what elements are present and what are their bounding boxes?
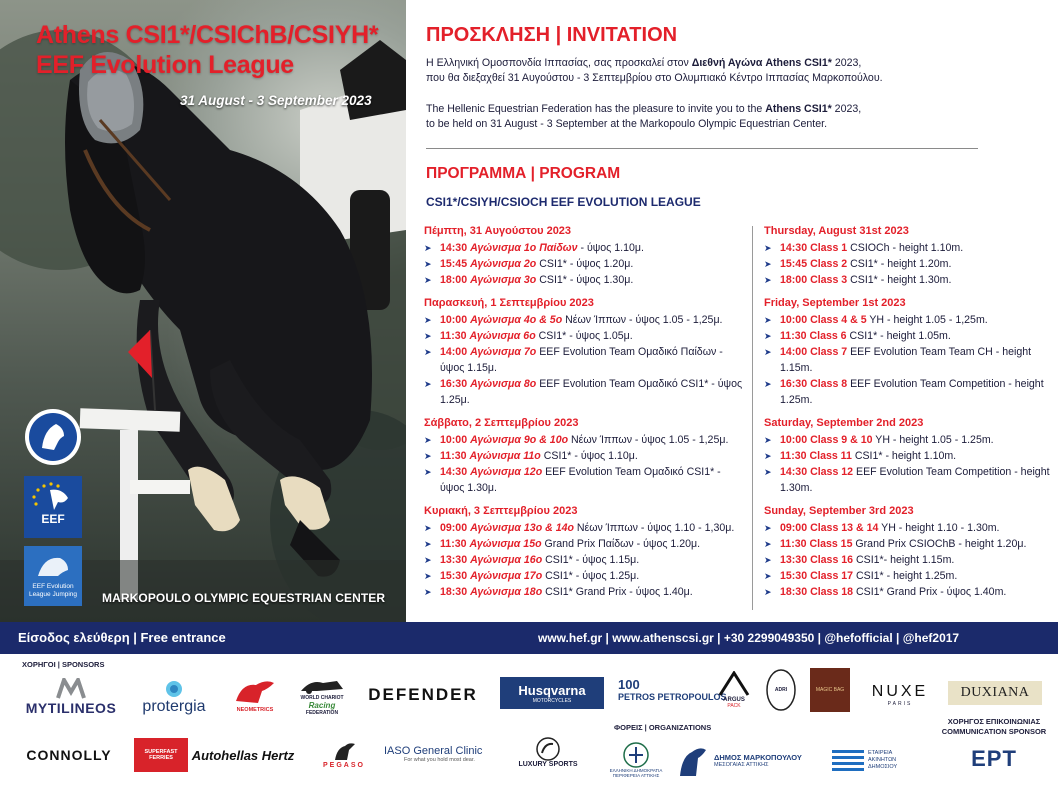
iaso-text: IASO General Clinic	[384, 745, 483, 757]
event-time: 14:30	[780, 466, 808, 478]
superfast-ferries-logo	[134, 738, 188, 772]
invitation-gr-text-a: Η Ελληνική Ομοσπονδία Ιππασίας, σας προσκαλεί στον	[426, 57, 692, 69]
chevron-right-icon: ➤	[764, 587, 772, 597]
event-class: Αγώνισμα 11ο	[469, 450, 541, 462]
invitation-gr-line-2: που θα διεξαχθεί 31 Αυγούστου - 3 Σεπτεμβρίου στο Ολυμπιακό Κέντρο Ιππασίας Μαρκοπούλου.	[426, 72, 883, 84]
autohellas-text: Autohellas Hertz	[191, 747, 295, 763]
adri-logo	[760, 668, 802, 712]
chevron-right-icon: ➤	[424, 435, 432, 445]
protergia-orb-icon	[165, 680, 183, 698]
ert-text: ΕΡΤ	[971, 746, 1017, 771]
event-class: Αγώνισμα 12ο	[470, 466, 543, 478]
event-time: 15:45	[780, 258, 808, 270]
husqvarna-logo	[500, 677, 604, 709]
chevron-right-icon: ➤	[424, 315, 432, 325]
event-description: Νέων Ίππων - ύψος 1.10 - 1,30μ.	[573, 522, 735, 534]
event-description: Grand Prix Παίδων - ύψος 1.20μ.	[541, 538, 701, 550]
event-time: 09:00	[440, 522, 468, 534]
event-class: Class 13 & 14	[810, 522, 879, 534]
chevron-right-icon: ➤	[424, 523, 432, 533]
event-time: 13:30	[440, 554, 468, 566]
mytilineos-mark-icon	[56, 678, 86, 700]
argus-pack-logo	[716, 668, 752, 712]
connolly-logo	[14, 744, 124, 766]
communication-sponsor-label-gr: ΧΟΡΗΓΟΣ ΕΠΙΚΟΙΝΩΝΙΑΣ	[947, 717, 1041, 726]
ert-logo	[958, 744, 1030, 774]
venue-name: MARKOPOULO OLYMPIC EQUESTRIAN CENTER	[102, 591, 386, 605]
pegaso-logo	[314, 734, 374, 774]
event-class: Class 15	[809, 538, 853, 550]
greek-day-title: Παρασκευή, 1 Σεπτεμβρίου 2023	[424, 297, 594, 309]
iaso-logo	[384, 736, 500, 772]
chevron-right-icon: ➤	[764, 451, 772, 461]
invitation-en-line-2: to be held on 31 August - 3 September at the Markopoulo Olympic Equestrian Center.	[426, 118, 828, 130]
event-time: 11:30	[440, 538, 467, 550]
program-event-row	[424, 432, 746, 448]
event-description: CSI1* - height 1.25m.	[853, 570, 958, 582]
program-event-row	[424, 448, 746, 464]
protergia-text: protergia	[142, 698, 206, 715]
chevron-right-icon: ➤	[764, 435, 772, 445]
invitation-gr-text-c: 2023,	[831, 57, 862, 69]
magic-bag-text: MAGIC BAG	[815, 687, 845, 693]
program-event-row	[424, 552, 746, 568]
event-time: 09:00	[780, 522, 808, 534]
english-day-2	[764, 296, 1054, 408]
invitation-gr-event-name: Διεθνή Αγώνα Athens CSI1*	[691, 57, 832, 69]
chevron-right-icon: ➤	[764, 467, 772, 477]
event-time: 14:00	[440, 346, 468, 358]
nuxe-logo	[860, 680, 940, 710]
duxiana-text: DUXIANA	[960, 685, 1030, 700]
event-description: EEF Evolution Team Ομαδικό CSI1* - ύψος 1.25μ.	[440, 378, 743, 406]
invitation-text-greek	[426, 56, 986, 86]
neometrics-logo	[226, 670, 284, 718]
event-time: 16:30	[780, 378, 808, 390]
event-description: CSIOCh - height 1.10m.	[847, 242, 964, 254]
program-event-row	[424, 312, 746, 328]
pegaso-text: PEGASO	[323, 761, 365, 769]
hef-federation-logo	[24, 408, 82, 466]
event-class: Class 17	[810, 570, 854, 582]
chevron-right-icon: ➤	[764, 243, 772, 253]
pegasus-red-icon	[232, 675, 278, 707]
event-class: Class 16	[810, 554, 854, 566]
event-description: CSI1* Grand Prix - ύψος 1.40μ.	[542, 586, 693, 598]
event-time: 18:30	[440, 586, 468, 598]
etad-text-2: ΑΚΙΝΗΤΩΝ	[868, 756, 897, 763]
program-event-row	[424, 568, 746, 584]
event-description: EEF Evolution Team Competition - height 1.25m.	[780, 378, 1044, 406]
world-chariot-federation: FEDERATION	[305, 709, 339, 716]
invitation-en-event-name: Athens CSI1*	[765, 103, 832, 115]
event-description: CSI1* - ύψος 1.05μ.	[535, 330, 633, 342]
petros-petropoulos-logo	[618, 668, 727, 710]
event-class: Class 7	[810, 346, 848, 358]
eef-evolution-league-text: EEF Evolution League Jumping	[28, 583, 78, 598]
event-description: EEF Evolution Team Ομαδικό CSI1* - ύψος 1.30μ.	[440, 466, 721, 494]
program-event-row	[424, 464, 746, 496]
nuxe-text: NUXE	[871, 683, 929, 700]
program-event-row	[764, 432, 1054, 448]
communication-sponsor-label-en: COMMUNICATION SPONSOR	[941, 727, 1047, 736]
event-description: - ύψος 1.10μ.	[577, 242, 644, 254]
event-description: CSI1* - ύψος 1.20μ.	[536, 258, 634, 270]
program-greek-column	[424, 224, 746, 608]
invitation-text-english	[426, 102, 986, 132]
chevron-right-icon: ➤	[764, 523, 772, 533]
autohellas-hertz-logo	[186, 744, 300, 766]
program-event-row	[424, 328, 746, 344]
event-time: 11:30	[440, 330, 467, 342]
event-description: CSI1* - ύψος 1.10μ.	[540, 450, 638, 462]
eef-evolution-league-logo	[24, 546, 82, 606]
program-event-row	[424, 240, 746, 256]
greek-day-4	[424, 504, 746, 600]
event-class: Class 18	[810, 586, 854, 598]
communication-sponsor-label	[939, 717, 1049, 737]
mytilineos-text: MYTILINEOS	[25, 700, 117, 716]
program-event-row	[424, 376, 746, 408]
event-description: Νέων Ίππων - ύψος 1.05 - 1,25μ.	[568, 434, 729, 446]
section-divider	[426, 148, 978, 149]
mytilineos-logo	[18, 676, 124, 718]
greek-day-2	[424, 296, 746, 408]
etad-stripes-icon	[832, 746, 866, 774]
english-day-title: Thursday, August 31st 2023	[764, 225, 909, 237]
event-time: 10:00	[780, 434, 808, 446]
event-description: YH - height 1.10 - 1.30m.	[878, 522, 1000, 534]
municipality-text-2: ΜΕΣΟΓΑΙΑΣ ΑΤΤΙΚΗΣ	[714, 761, 769, 768]
event-class: Αγώνισμα 16ο	[470, 554, 543, 566]
event-description: CSI1* - height 1.05m.	[846, 330, 951, 342]
argus-triangle-icon	[718, 671, 750, 697]
chevron-right-icon: ➤	[424, 259, 432, 269]
protergia-logo	[132, 678, 216, 718]
connolly-text: CONNOLLY	[26, 747, 112, 763]
league-heading: CSI1*/CSIYH/CSIOCH EEF EVOLUTION LEAGUE	[426, 195, 701, 209]
program-event-row	[764, 464, 1054, 496]
event-class: Αγώνισμα 7ο	[470, 346, 537, 358]
chevron-right-icon: ➤	[764, 347, 772, 357]
event-description: CSI1* Grand Prix - ύψος 1.40m.	[853, 586, 1007, 598]
event-time: 15:30	[780, 570, 808, 582]
event-description: CSI1* - height 1.10m.	[851, 450, 957, 462]
event-class: Αγώνισμα 2ο	[470, 258, 537, 270]
event-class: Class 6	[809, 330, 847, 342]
event-description: Grand Prix CSIOChB - height 1.20μ.	[852, 538, 1027, 550]
event-class: Class 12	[810, 466, 854, 478]
event-time: 11:30	[780, 538, 807, 550]
program-event-row	[764, 240, 1054, 256]
event-time: 10:00	[780, 314, 808, 326]
event-class: Αγώνισμα 3ο	[470, 274, 537, 286]
municipality-text-1: ΔΗΜΟΣ ΜΑΡΚΟΠΟΥΛΟΥ	[714, 752, 802, 762]
footer-bar	[0, 622, 1058, 654]
event-description: CSI1* - height 1.30m.	[847, 274, 952, 286]
event-description: CSI1* - ύψος 1.15μ.	[542, 554, 640, 566]
defender-logo	[356, 684, 490, 706]
chevron-right-icon: ➤	[424, 347, 432, 357]
program-event-row	[764, 344, 1054, 376]
program-event-row	[764, 520, 1054, 536]
world-chariot-text: WORLD CHARIOT	[300, 694, 344, 701]
nuxe-sub: PARIS	[887, 701, 913, 707]
event-class: Class 1	[810, 242, 848, 254]
attica-region-logo	[604, 736, 668, 784]
iaso-sub: For what you hold most dear.	[404, 757, 475, 763]
adri-text: ADRI	[774, 687, 788, 693]
poster-title-line-2: EEF Evolution League	[36, 51, 294, 79]
markopoulo-municipality-logo	[676, 740, 810, 780]
event-time: 18:30	[780, 586, 808, 598]
invitation-en-text-c: 2023,	[831, 103, 862, 115]
english-day-4	[764, 504, 1054, 600]
english-day-title: Sunday, September 3rd 2023	[764, 505, 914, 517]
greek-day-3	[424, 416, 746, 496]
event-description: EEF Evolution Team Ομαδικό Παίδων - ύψος 1.15μ.	[440, 346, 723, 374]
chevron-right-icon: ➤	[424, 331, 432, 341]
program-event-row	[764, 256, 1054, 272]
greek-day-title: Κυριακή, 3 Σεπτεμβρίου 2023	[424, 505, 578, 517]
program-heading: ΠΡΟΓΡΑΜΜΑ | PROGRAM	[426, 165, 621, 182]
event-class: Αγώνισμα 17ο	[470, 570, 543, 582]
event-description: YH - height 1.05 - 1.25m.	[872, 434, 994, 446]
luxury-sports-text: LUXURY SPORTS	[518, 760, 578, 768]
chevron-right-icon: ➤	[764, 315, 772, 325]
event-time: 14:00	[780, 346, 808, 358]
chevron-right-icon: ➤	[424, 275, 432, 285]
english-day-title: Saturday, September 2nd 2023	[764, 417, 924, 429]
eef-logo	[24, 476, 82, 538]
petros-number: 100	[618, 676, 640, 692]
event-class: Class 11	[809, 450, 852, 462]
event-class: Αγώνισμα 8ο	[470, 378, 537, 390]
event-time: 14:30	[780, 242, 808, 254]
event-class: Class 9 & 10	[810, 434, 873, 446]
chevron-right-icon: ➤	[764, 259, 772, 269]
argus-sub: PACK	[727, 703, 741, 709]
event-time: 10:00	[440, 434, 468, 446]
sponsors-label: ΧΟΡΗΓΟΙ | SPONSORS	[22, 660, 105, 669]
event-class: Αγώνισμα 13ο & 14ο	[470, 522, 574, 534]
event-description: EEF Evolution Team Team CH - height 1.15m.	[780, 346, 1032, 374]
defender-text: DEFENDER	[368, 685, 478, 704]
contact-links[interactable]: www.hef.gr | www.athenscsi.gr | +30 2299049350 | @hefofficial | @hef2017	[538, 631, 960, 645]
etad-text-1: ΕΤΑΙΡΕΙΑ	[868, 749, 893, 756]
neometrics-text: NEOMETRICS	[236, 707, 274, 713]
greek-emblem-icon	[623, 742, 649, 768]
event-class: Αγώνισμα 18ο	[470, 586, 543, 598]
event-description: Νέων Ίππων - ύψος 1.05 - 1,25μ.	[562, 314, 723, 326]
event-time: 10:00	[440, 314, 468, 326]
magic-bag-logo	[810, 668, 850, 712]
invitation-en-text-a: The Hellenic Equestrian Federation has the pleasure to invite you to the	[426, 103, 766, 115]
chariot-icon	[297, 675, 347, 695]
event-time: 15:45	[440, 258, 468, 270]
program-event-row	[764, 448, 1054, 464]
poster-title	[36, 20, 378, 80]
municipality-horse-icon	[676, 742, 710, 778]
husqvarna-text: Husqvarna	[518, 682, 586, 698]
event-time: 11:30	[780, 330, 807, 342]
luxury-sports-logo	[510, 732, 586, 772]
chevron-right-icon: ➤	[764, 555, 772, 565]
event-time: 16:30	[440, 378, 468, 390]
chevron-right-icon: ➤	[764, 275, 772, 285]
program-event-row	[424, 584, 746, 600]
program-event-row	[764, 552, 1054, 568]
program-event-row	[764, 272, 1054, 288]
event-description: CSI1* - ύψος 1.30μ.	[536, 274, 634, 286]
program-event-row	[764, 568, 1054, 584]
chevron-right-icon: ➤	[764, 571, 772, 581]
program-event-row	[424, 256, 746, 272]
chevron-right-icon: ➤	[424, 571, 432, 581]
program-event-row	[764, 584, 1054, 600]
event-time: 13:30	[780, 554, 808, 566]
english-day-3	[764, 416, 1054, 496]
event-time: 14:30	[440, 466, 468, 478]
etad-logo	[832, 744, 912, 776]
chevron-right-icon: ➤	[764, 539, 772, 549]
attica-region-text-2: ΠΕΡΙΦΕΡΕΙΑ ΑΤΤΙΚΗΣ	[612, 773, 660, 778]
chevron-right-icon: ➤	[424, 379, 432, 389]
chevron-right-icon: ➤	[424, 451, 432, 461]
program-event-row	[764, 376, 1054, 408]
event-description: YH - height 1.05 - 1,25m.	[866, 314, 988, 326]
event-time: 14:30	[440, 242, 468, 254]
event-time: 11:30	[440, 450, 467, 462]
duxiana-logo	[948, 681, 1042, 705]
husqvarna-sub: MOTORCYCLES	[532, 697, 572, 704]
english-day-1	[764, 224, 1054, 288]
program-english-column	[764, 224, 1054, 608]
eef-logo-text: EEF	[41, 512, 65, 526]
chevron-right-icon: ➤	[424, 587, 432, 597]
chevron-right-icon: ➤	[424, 539, 432, 549]
event-time: 15:30	[440, 570, 468, 582]
event-class: Αγώνισμα 9ο & 10ο	[470, 434, 569, 446]
event-description: CSI1* - ύψος 1.25μ.	[542, 570, 640, 582]
program-event-row	[424, 272, 746, 288]
organizations-label: ΦΟΡΕΙΣ | ORGANIZATIONS	[614, 723, 712, 732]
program-event-row	[764, 536, 1054, 552]
hero-photo-panel	[0, 0, 406, 622]
event-time: 18:00	[440, 274, 468, 286]
greek-day-1	[424, 224, 746, 288]
event-dates: 31 August - 3 September 2023	[180, 93, 372, 108]
argus-text: ARGUS	[723, 697, 745, 703]
attica-region-text-1: ΕΛΛΗΝΙΚΗ ΔΗΜΟΚΡΑΤΙΑ	[609, 768, 663, 773]
program-event-row	[764, 312, 1054, 328]
event-time: 18:00	[780, 274, 808, 286]
event-description: CSI1*- height 1.15m.	[853, 554, 955, 566]
event-class: Class 4 & 5	[810, 314, 867, 326]
greek-day-title: Σάββατο, 2 Σεπτεμβρίου 2023	[424, 417, 579, 429]
event-class: Αγώνισμα 6ο	[469, 330, 536, 342]
program-event-row	[764, 328, 1054, 344]
petros-text: PETROS PETROPOULOS	[618, 691, 727, 702]
chevron-right-icon: ➤	[424, 467, 432, 477]
poster-title-line-1: Athens CSI1*/CSIChB/CSIYH*	[36, 21, 379, 49]
event-class: Αγώνισμα 1ο Παίδων	[470, 242, 578, 254]
event-class: Αγώνισμα 4ο & 5ο	[470, 314, 563, 326]
chevron-right-icon: ➤	[764, 379, 772, 389]
event-class: Class 2	[810, 258, 848, 270]
event-class: Class 8	[810, 378, 848, 390]
program-event-row	[424, 520, 746, 536]
superfast-text: SUPERFAST FERRIES	[144, 749, 178, 761]
luxury-sports-icon	[535, 737, 561, 761]
program-event-row	[424, 536, 746, 552]
event-description: EEF Evolution Team Competition - height 1.30m.	[780, 466, 1050, 494]
etad-text-3: ΔΗΜΟΣΙΟΥ	[868, 763, 898, 770]
event-class: Αγώνισμα 15ο	[469, 538, 542, 550]
greek-day-title: Πέμπτη, 31 Αυγούστου 2023	[424, 225, 572, 237]
english-day-title: Friday, September 1st 2023	[764, 297, 906, 309]
program-event-row	[424, 344, 746, 376]
free-entrance-text: Είσοδος ελεύθερη | Free entrance	[18, 630, 226, 645]
pegaso-horse-icon	[331, 740, 357, 762]
event-time: 11:30	[780, 450, 807, 462]
world-chariot-logo	[294, 670, 350, 720]
event-class: Class 3	[810, 274, 848, 286]
chevron-right-icon: ➤	[424, 243, 432, 253]
chevron-right-icon: ➤	[424, 555, 432, 565]
world-chariot-racing: Racing	[308, 700, 336, 710]
chevron-right-icon: ➤	[764, 331, 772, 341]
invitation-heading: ΠΡΟΣΚΛΗΣΗ | INVITATION	[426, 24, 678, 46]
column-divider	[752, 226, 753, 610]
event-description: CSI1* - height 1.20m.	[847, 258, 952, 270]
